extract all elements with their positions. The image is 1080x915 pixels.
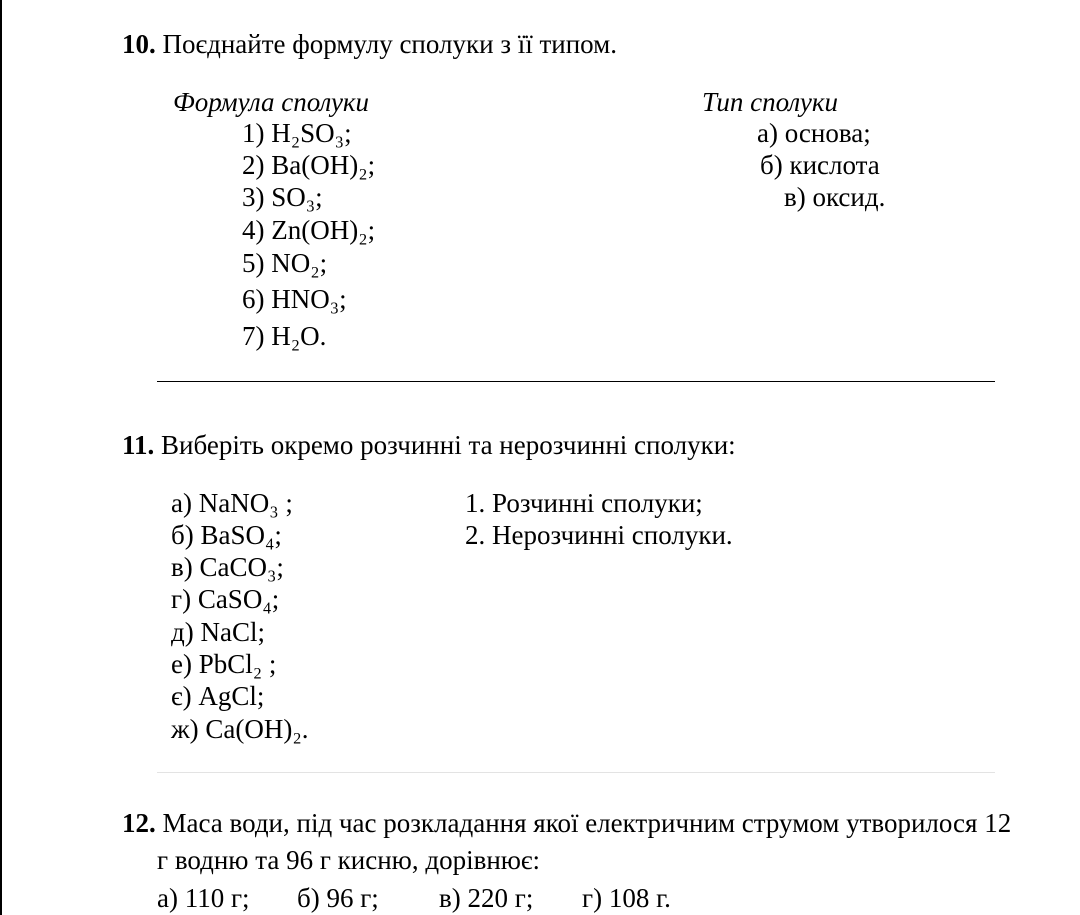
answer-option: в) 220 г; [439, 883, 534, 913]
compound-item: е) PbCl₂ ; [171, 649, 277, 679]
formula-item: 2) Ba(OH)₂; [242, 150, 376, 180]
type-column-header: Тип сполуки [702, 87, 838, 117]
formula-item: 6) HNO₃; [242, 284, 347, 314]
category-item: 2. Нерозчинні сполуки. [465, 520, 733, 550]
question-number: 10. [122, 29, 156, 59]
answer-option: г) 108 г. [582, 883, 671, 913]
question-11-heading [122, 429, 736, 461]
formula-item: 4) Zn(OH)₂; [242, 215, 376, 245]
formula-column-header: Формула сполуки [173, 87, 370, 117]
question-text: Виберіть окремо розчинні та нерозчинні сполуки: [161, 430, 736, 460]
compound-item: д) NaCl; [171, 617, 265, 647]
answer-option: а) 110 г; [157, 883, 250, 913]
page-left-border [0, 0, 2, 915]
answer-option: б) 96 г; [297, 883, 379, 913]
question-12-heading [122, 807, 1011, 839]
question-text-line2: г водню та 96 г кисню, дорівнює: [157, 845, 541, 875]
type-item: в) оксид. [784, 182, 886, 212]
section-divider [157, 772, 995, 773]
question-text: Поєднайте формулу сполуки з її типом. [162, 29, 618, 59]
question-number: 12. [122, 808, 156, 838]
compound-item: є) AgCl; [171, 681, 265, 711]
compound-item: ж) Ca(OH)₂. [171, 714, 309, 744]
type-item: а) основа; [757, 118, 871, 148]
question-text-line1: Маса води, під час розкладання якої електричним струмом утворилося 12 [162, 808, 1012, 838]
formula-item: 1) H₂SO₃; [242, 118, 352, 148]
compound-item: г) CaSO₄; [171, 584, 280, 614]
question-10-heading [122, 28, 617, 60]
compound-item: б) BaSO₄; [171, 520, 282, 550]
category-item: 1. Розчинні сполуки; [465, 488, 703, 518]
formula-item: 7) H₂O. [242, 321, 327, 351]
formula-item: 3) SO₃; [242, 182, 323, 212]
question-number: 11. [122, 430, 155, 460]
type-item: б) кислота [760, 150, 880, 180]
answer-line [157, 381, 995, 382]
compound-item: в) CaCO₃; [171, 552, 284, 582]
compound-item: а) NaNO₃ ; [171, 488, 293, 518]
formula-item: 5) NO₂; [242, 248, 328, 278]
